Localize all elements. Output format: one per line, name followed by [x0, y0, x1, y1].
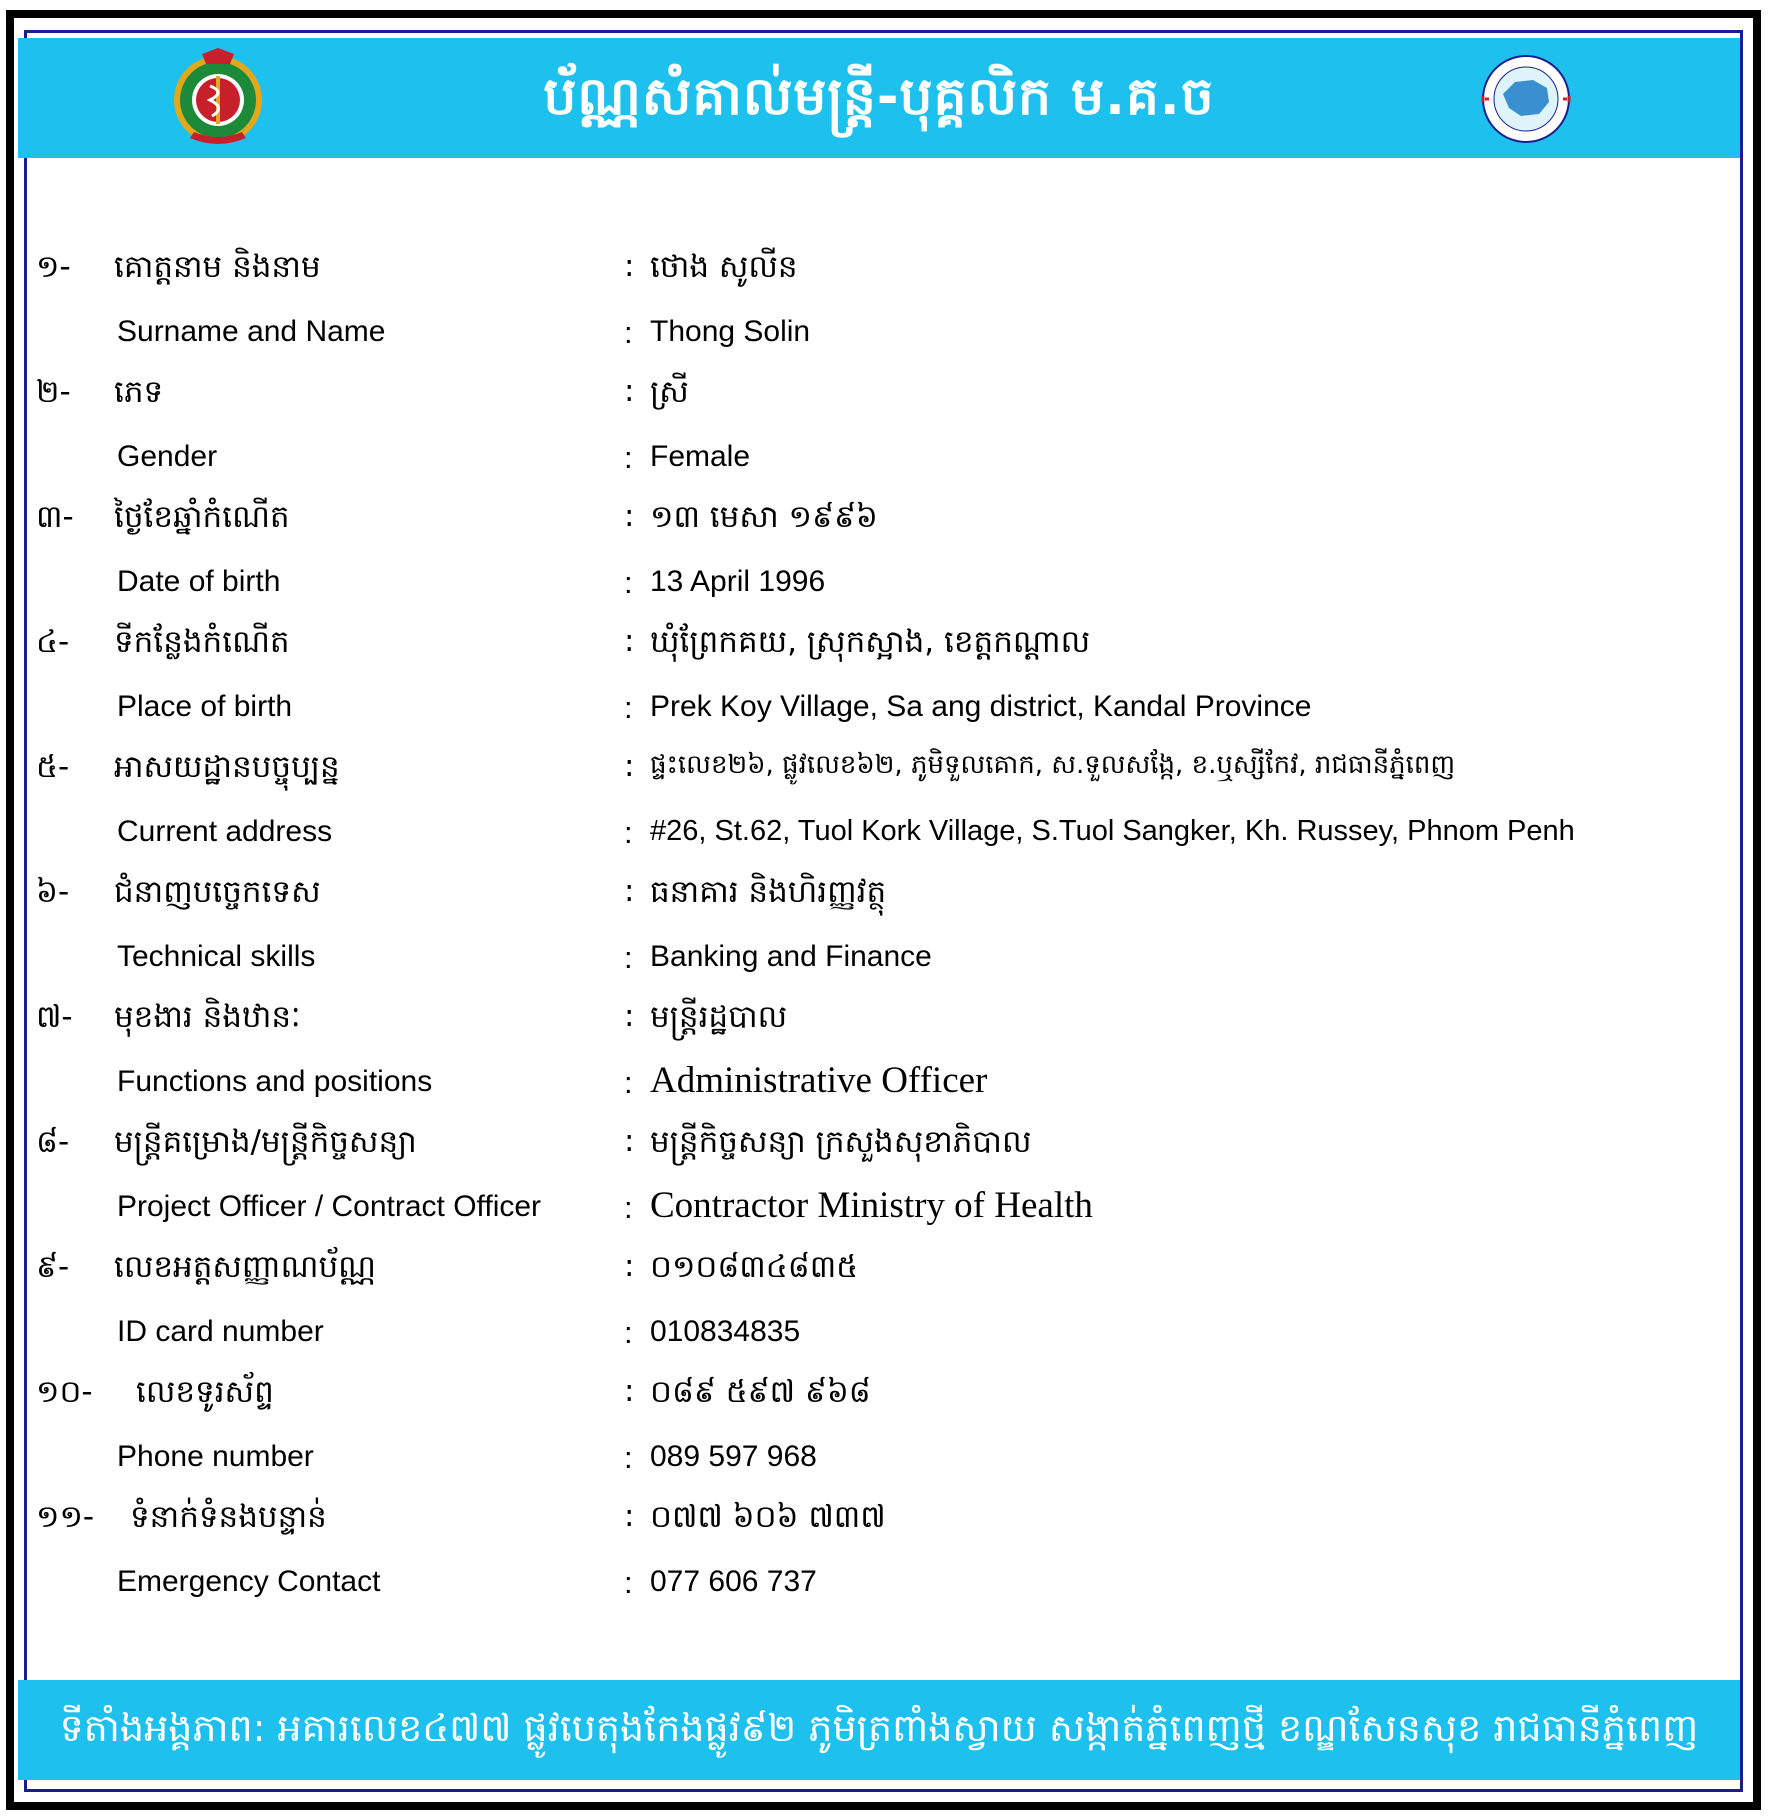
colon: :: [624, 1439, 633, 1475]
row-emergency-en: [18, 1553, 1740, 1616]
info-rows: [18, 240, 1740, 1615]
row-gender-en: [18, 428, 1740, 491]
value-surname-en: Thong Solin: [650, 314, 811, 348]
row-emergency-kh: [18, 1490, 1740, 1553]
row-pob-en: [18, 678, 1740, 741]
colon: :: [624, 1123, 635, 1159]
colon: :: [624, 439, 633, 475]
label-pob-en: Place of birth: [117, 689, 293, 723]
label-phone-kh: លេខទូរស័ព្ទ: [136, 1374, 274, 1410]
colon: :: [624, 1498, 635, 1534]
row-dob-en: [18, 553, 1740, 616]
value-surname-kh: ថោង សូលីន: [650, 249, 798, 285]
colon: :: [624, 1373, 635, 1409]
row-officer-type-kh: [18, 1115, 1740, 1178]
value-id-kh: ០១០៨៣៤៨៣៥: [650, 1249, 859, 1285]
colon: :: [624, 998, 635, 1034]
row-number: ៨-: [36, 1124, 70, 1160]
label-id-en: ID card number: [117, 1314, 324, 1348]
cambodia-map-seal-icon: [1481, 54, 1571, 144]
value-position-en: Administrative Officer: [650, 1059, 988, 1101]
row-number: ១០-: [36, 1374, 93, 1410]
header-banner: [18, 38, 1740, 158]
value-dob-kh: ១៣ មេសា ១៩៩៦: [650, 499, 878, 535]
row-number: ៣-: [36, 499, 74, 535]
row-position-kh: [18, 990, 1740, 1053]
row-number: ៩-: [36, 1249, 70, 1285]
row-pob-kh: [18, 615, 1740, 678]
colon: :: [624, 689, 633, 725]
row-surname-en: [18, 303, 1740, 366]
card-title: ប័ណ្ណសំគាល់មន្ត្រី-បុគ្គលិក ម.គ.ច: [543, 67, 1215, 127]
colon: :: [624, 1314, 633, 1350]
colon: :: [624, 1189, 633, 1225]
label-pob-kh: ទីកន្លែងកំណើត: [114, 624, 290, 660]
label-phone-en: Phone number: [117, 1439, 314, 1473]
colon: :: [624, 1248, 635, 1284]
footer-banner: [18, 1680, 1740, 1780]
value-skills-en: Banking and Finance: [650, 939, 932, 973]
label-address-en: Current address: [117, 814, 333, 848]
value-officer-type-en: Contractor Ministry of Health: [650, 1184, 1093, 1226]
colon: :: [624, 748, 635, 784]
value-gender-en: Female: [650, 439, 751, 473]
row-address-en: [18, 803, 1740, 866]
label-surname-en: Surname and Name: [117, 314, 386, 348]
office-location: ទីតាំងអង្គភាព: អគារលេខ៤៧៧ ផ្លូវបេតុងកែងផ្លូវ៩២ ភូមិត្រពាំងស្វាយ សង្កាត់ភ្នំពេញថ្មី ខណ្ឌសែនសុខ រាជធានីភ្នំពេញ: [59, 1706, 1699, 1750]
row-gender-kh: [18, 365, 1740, 428]
row-position-en: [18, 1053, 1740, 1116]
row-number: ១-: [36, 249, 71, 285]
label-emergency-en: Emergency Contact: [117, 1564, 381, 1598]
value-emergency-en: 077 606 737: [650, 1564, 817, 1598]
label-officer-type-en: Project Officer / Contract Officer: [117, 1189, 542, 1223]
label-address-kh: អាសយដ្ឋានបច្ចុប្បន្ន: [114, 749, 340, 785]
value-id-en: 010834835: [650, 1314, 801, 1348]
colon: :: [624, 564, 633, 600]
value-pob-en: Prek Koy Village, Sa ang district, Kandal Province: [650, 689, 1312, 723]
colon: :: [624, 1564, 633, 1600]
label-position-en: Functions and positions: [117, 1064, 433, 1098]
label-emergency-kh: ទំនាក់ទំនងបន្ទាន់: [130, 1499, 327, 1535]
row-id-kh: [18, 1240, 1740, 1303]
label-surname-kh: គោត្តនាម និងនាម: [114, 249, 321, 285]
colon: :: [624, 373, 635, 409]
label-dob-en: Date of birth: [117, 564, 281, 598]
label-skills-en: Technical skills: [117, 939, 316, 973]
label-skills-kh: ជំនាញបច្ចេកទេស: [114, 874, 321, 910]
colon: :: [624, 623, 635, 659]
row-number: ៤-: [36, 624, 70, 660]
value-officer-type-kh: មន្ត្រីកិច្ចសន្យា ក្រសួងសុខាភិបាល: [650, 1124, 1032, 1160]
colon: :: [624, 498, 635, 534]
row-phone-en: [18, 1428, 1740, 1491]
row-number: ៧-: [36, 999, 73, 1035]
label-gender-en: Gender: [117, 439, 218, 473]
value-phone-en: 089 597 968: [650, 1439, 817, 1473]
row-number: ៥-: [36, 749, 70, 785]
colon: :: [624, 314, 633, 350]
row-skills-en: [18, 928, 1740, 991]
row-officer-type-en: [18, 1178, 1740, 1241]
colon: :: [624, 939, 633, 975]
value-address-kh: ផ្ទះលេខ២៦, ផ្លូវលេខ៦២, ភូមិទួលគោក, ស.ទួលសង្កែ, ខ.ឬស្សីកែវ, រាជធានីភ្នំពេញ: [650, 750, 1456, 780]
colon: :: [624, 1064, 633, 1100]
value-gender-kh: ស្រី: [650, 374, 689, 410]
label-officer-type-kh: មន្ត្រីគម្រោង/មន្ត្រីកិច្ចសន្យា: [114, 1124, 417, 1160]
row-number: ១១-: [36, 1499, 95, 1535]
row-id-en: [18, 1303, 1740, 1366]
row-number: ២-: [36, 374, 71, 410]
value-phone-kh: ០៨៩ ៥៩៧ ៩៦៨: [650, 1374, 871, 1410]
value-emergency-kh: ០៧៧ ៦០៦ ៧៣៧: [650, 1499, 886, 1535]
row-surname-kh: [18, 240, 1740, 303]
label-gender-kh: ភេទ: [114, 374, 164, 410]
value-skills-kh: ធនាគារ និងហិរញ្ញវត្ថុ: [650, 874, 887, 910]
row-skills-kh: [18, 865, 1740, 928]
label-id-kh: លេខអត្តសញ្ញាណប័ណ្ណ: [114, 1249, 377, 1285]
label-position-kh: មុខងារ និងឋានៈ: [114, 999, 301, 1035]
row-dob-kh: [18, 490, 1740, 553]
row-address-kh: [18, 740, 1740, 803]
label-dob-kh: ថ្ងៃខែឆ្នាំកំណើត: [114, 499, 290, 535]
colon: :: [624, 248, 635, 284]
colon: :: [624, 873, 635, 909]
row-number: ៦-: [36, 874, 70, 910]
value-position-kh: មន្ត្រីរដ្ឋបាល: [650, 999, 788, 1035]
value-dob-en: 13 April 1996: [650, 564, 826, 598]
colon: :: [624, 814, 633, 850]
row-phone-kh: [18, 1365, 1740, 1428]
value-address-en: #26, St.62, Tuol Kork Village, S.Tuol Sangker, Kh. Russey, Phnom Penh: [650, 814, 1575, 847]
value-pob-kh: ឃុំព្រែកគយ, ស្រុកស្អាង, ខេត្តកណ្តាល: [650, 624, 1091, 660]
